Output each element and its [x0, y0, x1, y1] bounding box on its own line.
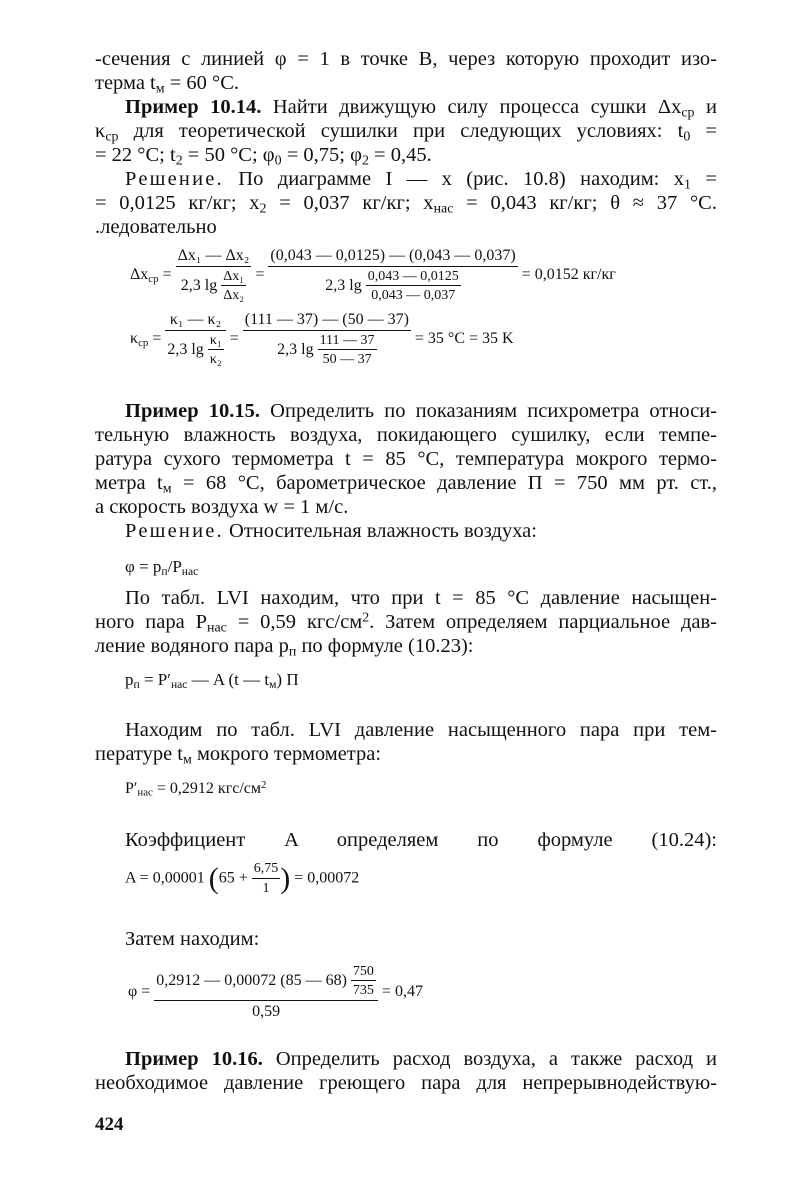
equation-phi-result: φ = 0,2912 — 0,00072 (85 — 68) $\frac{750}{735}$ 0,59 = 0,47	[128, 964, 423, 1020]
text-line: терма $t_м = 60$ °C.	[95, 72, 240, 97]
text-line: ратура сухого термометра t = 85 °C, температура мокрого термо-	[95, 448, 717, 470]
example-10-16-heading: Пример 10.16. Определить расход воздуха, а также расход и	[125, 1048, 717, 1070]
example-10-14-heading: Пример 10.14. Найти движущую силу процесса сушки $\Delta x_{ср}$ и	[125, 96, 717, 121]
equation-coefficient-a: A = 0,00001 (65 + $\frac{6,75}{1}$ ) = 0,00072	[125, 861, 360, 896]
equation-delta-x: $\Delta x_{ср}$ = Δx₁ — Δx₂ 2,3 lg $\frac{\text{Δx₁}}{\text{Δx₂}}$ = (0,043 — 0,0125) — (0,043 — 0,037) 2,3 lg $\frac{0,043 — 0,0125}{0,043 — 0,037}$ = 0,0152 кг/кг	[130, 247, 616, 303]
text-line: метра $t_м = 68$ °C, барометрическое давление П = 750 мм рт. ст.,	[95, 472, 718, 497]
text-line: -сечения с линией φ = 1 в точке B, через которую проходит изо-	[95, 48, 717, 70]
solution-text: Решение. По диаграмме I — x (рис. 10.8) находим: $x_1$ =	[125, 168, 717, 193]
text-line: ного пара $P_{нас} = 0,59$ кгс/$см^2$. Затем определяем парциальное дав-	[95, 610, 718, 636]
text-line: .ледовательно	[95, 216, 217, 238]
text-line: Коэффициент A определяем по формуле (10.24):	[125, 829, 717, 851]
equation-saturation-pressure: $P'_{нас} = 0,2912$ кгс/$см^2$	[125, 779, 267, 799]
text-line: Находим по табл. LVI давление насыщенного пара при тем-	[125, 719, 717, 741]
text-line: = 0,0125 кг/кг; $x_2 = 0,037$ кг/кг; $x_{нас} = 0,043$ кг/кг; θ ≈ 37 °C.	[95, 192, 717, 217]
text-line: = 22 °C; $t_2 = 50$ °C; $\varphi_0 = 0,75$; $\varphi_2 = 0,45$.	[95, 144, 432, 169]
page-number: 424	[95, 1114, 124, 1135]
equation-kappa: $\kappa_{ср}$ = κ₁ — κ₂ 2,3 lg $\frac{\text{κ₁}}{\text{κ₂}}$ = (111 — 37) — (50 — 37) 2,3 lg $\frac{111 — 37}{50 — 37}$ = 35 °C = 35 K	[130, 311, 514, 367]
equation-phi: $\varphi = p_п/P_{нас}$	[125, 557, 199, 578]
equation-partial-pressure: $p_п = P'_{нас}$ — A (t — $t_м$) П	[125, 670, 299, 691]
solution-text: Решение. Относительная влажность воздуха:	[125, 520, 537, 542]
text-line: Затем находим:	[125, 928, 260, 950]
example-10-15-heading: Пример 10.15. Определить по показаниям психрометра относи-	[125, 400, 718, 422]
text-line: $\kappa_{ср}$ для теоретической сушилки при следующих условиях: $t_0$ =	[95, 120, 717, 145]
text-line: необходимое давление греющего пара для непрерывнодействую-	[95, 1072, 717, 1094]
text-line: пературе $t_м$ мокрого термометра:	[95, 743, 382, 768]
text-line: По табл. LVI находим, что при t = 85 °C давление насыщен-	[125, 587, 717, 609]
text-line: ление водяного пара $p_п$ по формуле (10.23):	[95, 635, 474, 660]
text-line: а скорость воздуха w = 1 м/с.	[95, 496, 349, 518]
text-line: тельную влажность воздуха, покидающего сушилку, если темпе-	[95, 424, 717, 446]
